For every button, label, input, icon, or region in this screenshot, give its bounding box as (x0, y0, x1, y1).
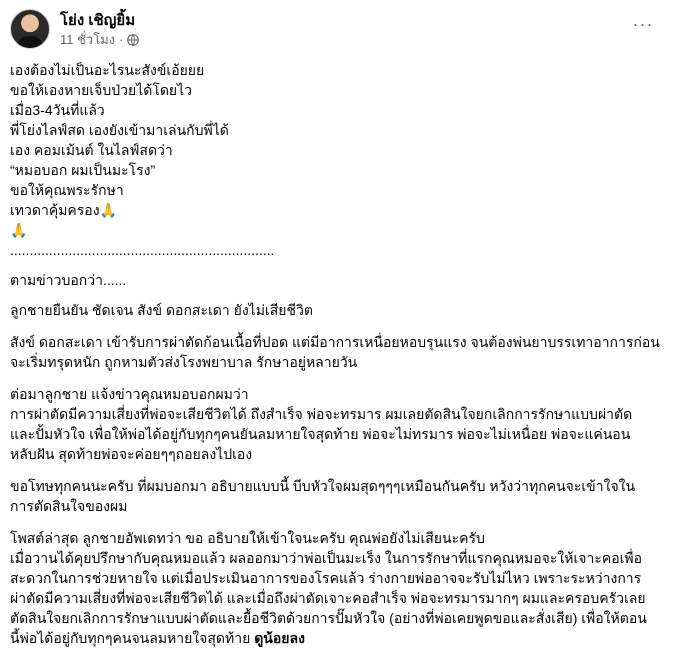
post-body (10, 60, 660, 648)
more-options-button[interactable]: ··· (632, 13, 654, 34)
text-line: เมื่อ3-4วันที่แล้ว (10, 102, 105, 118)
text-line: .................................................................... (10, 242, 275, 258)
text-line: 🙏 (10, 222, 28, 238)
author-name[interactable]: โย่ง เชิญยิ้ม (60, 11, 136, 29)
paragraph-5 (10, 528, 660, 648)
text-line: “หมอบอก ผมเป็นมะโรง” (10, 162, 156, 178)
paragraph-3 (10, 384, 660, 464)
text-line: สะดวกในการช่วยหายใจ แต่เมื่อประเมินอาการของโรคแล้ว ร่างกายพ่ออาจจะรับไม่ไหว เพราะระหว่างการ (10, 570, 642, 586)
intro-block (10, 60, 660, 260)
text-line: เทวดาคุ้มครอง🙏 (10, 202, 117, 218)
text-line: จะเริ่มทรุดหนัก ถูกหามตัวส่งโรงพยาบาล รักษาอยู่หลายวัน (10, 354, 358, 370)
text-line: โพสต์ล่าสุด ลูกชายอัพเดทว่า ขอ อธิบายให้เข้าใจนะครับ คุณพ่อยังไม่เสียนะครับ (10, 530, 485, 546)
text-line: ขอให้เองหายเจ็บป่วยได้โดยไว (10, 82, 193, 98)
separator: · (119, 31, 124, 47)
see-less-link[interactable]: ดูน้อยลง (254, 630, 305, 646)
post-header (10, 9, 139, 49)
author-avatar[interactable] (10, 9, 50, 49)
text-line: ตัดสินใจยกเลิกการรักษาแบบผ่าตัดและยื้อชีวิตด้วยการปั๊มหัวใจ (อย่างที่พ่อเคยพูดขอและสั่งเสีย) เพื่อให้ตอน (10, 610, 647, 626)
text-line: เอง คอมเม้นต์ ในไลฟ์สดว่า (10, 142, 173, 158)
text-line: ลูกชายยืนยัน ชัดเจน สังข์ ดอกสะเดา ยังไม่เสียชีวิต (10, 302, 313, 318)
text-line: การตัดสินใจของผม (10, 498, 128, 514)
post-time[interactable]: 11 ชั่วโมง (60, 31, 116, 47)
text-line: หลับฝัน สุดท้ายพ่อจะค่อยๆๆถอยลงไปเอง (10, 446, 253, 462)
text-line: เองต้องไม่เป็นอะไรนะสังข์เอ้ยยย (10, 62, 205, 78)
paragraph-2 (10, 332, 660, 372)
text-line: พี่โย่งไลฟ์สด เองยังเข้ามาเล่นกับพี่ได้ (10, 122, 229, 138)
text-line: ต่อมาลูกชาย แจ้งข่าวคุณหมอบอกผมว่า (10, 386, 249, 402)
text-line: และปั้มหัวใจ เพื่อให้พ่อได้อยู่กับทุกๆคนยันลมหายใจสุดท้าย พ่อจะไม่ทรมาร พ่อจะไม่เหนื่อย พ่อจะแค่นอน (10, 426, 631, 442)
paragraph-1 (10, 300, 660, 320)
text-span: นี้พ่อได้อยู่กับทุกๆคนจนลมหายใจสุดท้าย (10, 630, 251, 646)
globe-icon (127, 33, 139, 45)
post-subline (60, 31, 139, 48)
paragraph-4 (10, 476, 660, 516)
post-meta (60, 11, 139, 48)
text-line: สังข์ ดอกสะเดา เข้ารับการผ่าตัดก้อนเนื้อที่ปอด แต่มีอาการเหนื่อยหอบรุนแรง จนต้องพ่นยาบรรเทาอาการก่อน (10, 334, 660, 350)
text-line: เมื่อวานได้คุยปรึกษากับคุณหมอแล้ว ผลออกมาว่าพ่อเป็นมะเร็ง ในการรักษาที่แรกคุณหมอจะให้เจาะคอเพื่อ (10, 550, 643, 566)
text-line: ตามข่าวบอกว่า...... (10, 272, 127, 288)
text-line: ขอโทษทุกคนนะครับ ที่ผมบอกมา อธิบายแบบนี้ บีบหัวใจผมสุดๆๆๆเหมือนกันครับ หวังว่าทุกคนจะเข้าใจใน (10, 478, 636, 494)
text-line: ขอให้คุณพระรักษา (10, 182, 124, 198)
text-line: ผ่าตัดมีความเสี่ยงที่พ่อจะเสียชีวิตได้ และเมื่อถึงผ่าตัดเจาะคอสำเร็จ พ่อจะทรมารมากๆ ผมและครอบครัวเลย (10, 590, 646, 606)
text-line (10, 628, 660, 648)
text-line: การผ่าตัดมีความเสี่ยงที่พ่อจะเสียชีวิตได้ ถึงสำเร็จ พ่อจะทรมาร ผมเลยตัดสินใจยกเลิกการรักษาแบบผ่าตัด (10, 406, 633, 422)
